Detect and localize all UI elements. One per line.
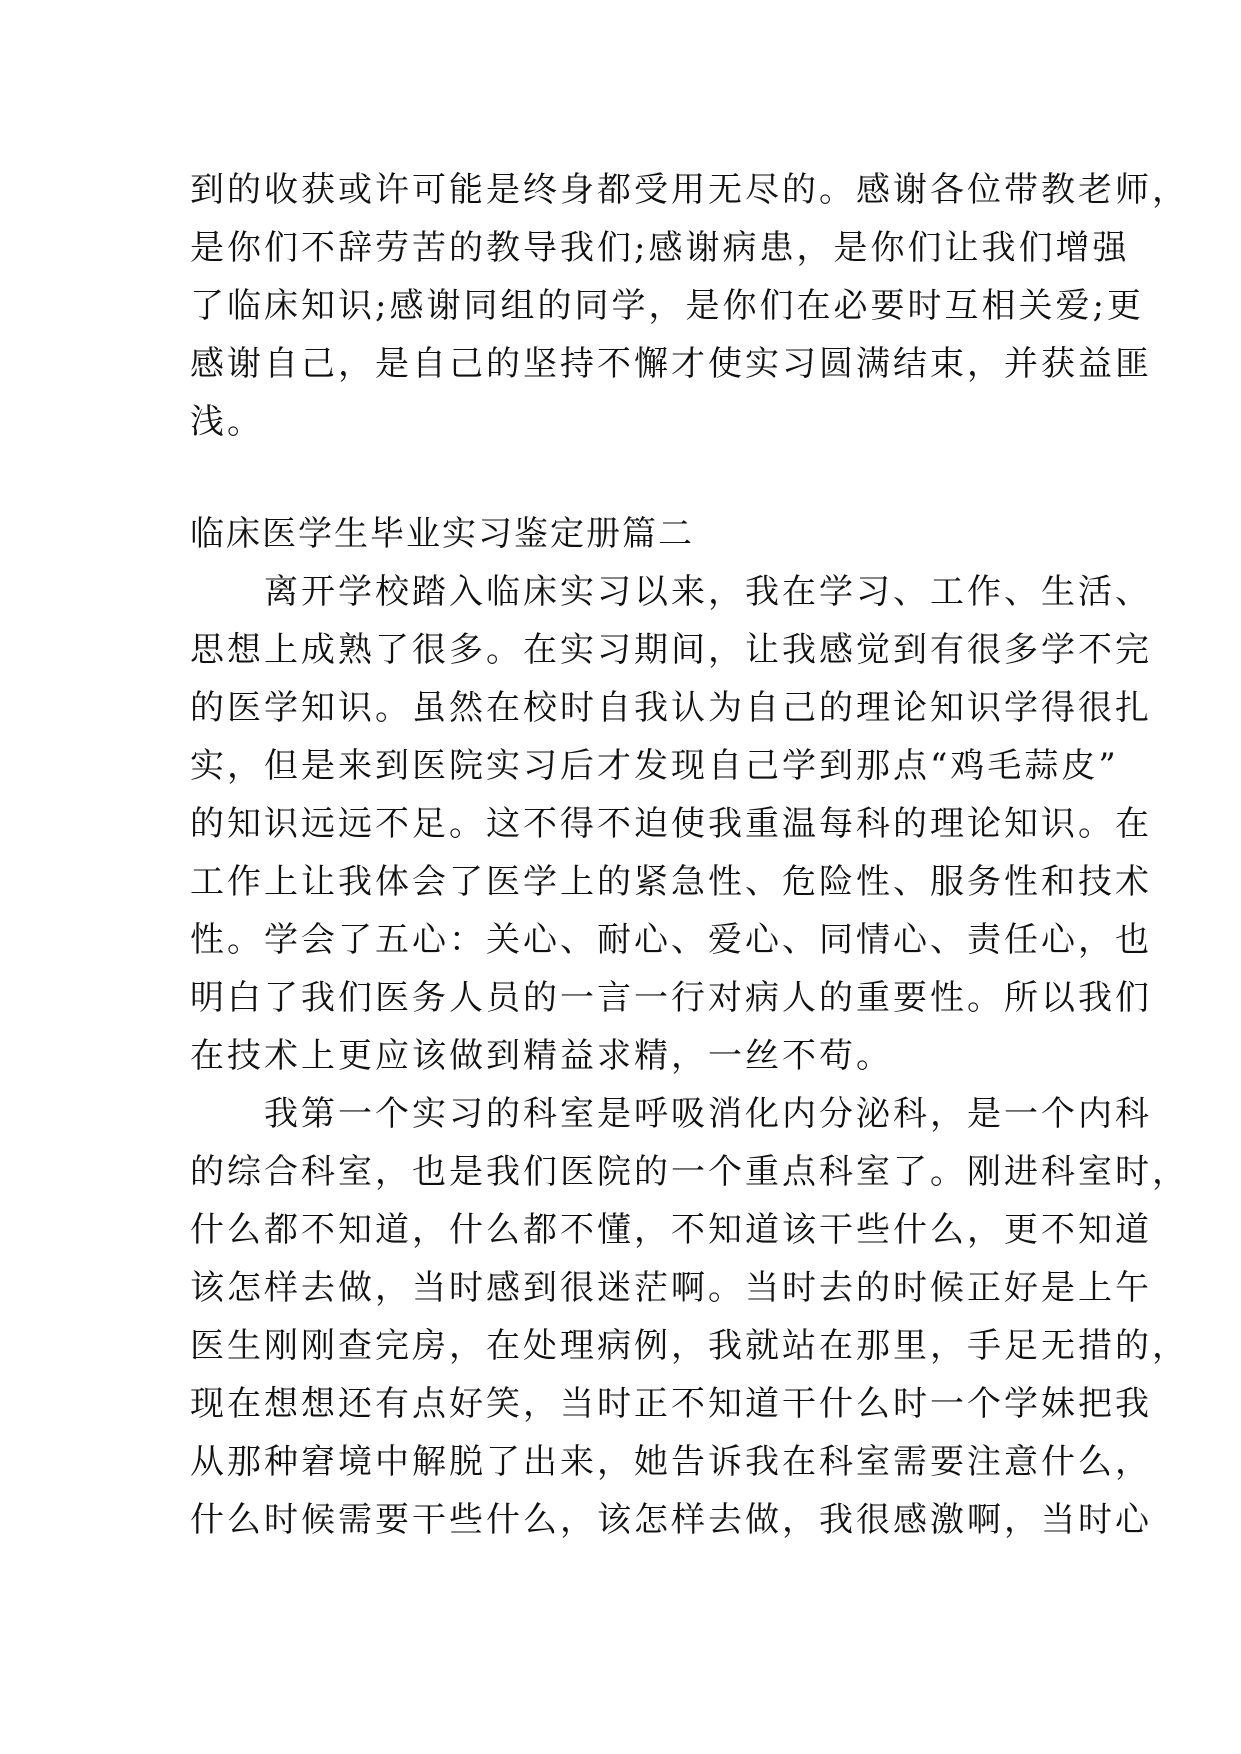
paragraph1-line-5: 的知识远远不足。这不得不迫使我重温每科的理论知识。在	[190, 804, 1152, 844]
paragraph1-line-9: 在技术上更应该做到精益求精，一丝不苟。	[190, 1036, 893, 1076]
paragraph2-line-8: 什么时候需要干些什么，该怎样去做，我很感激啊，当时心	[190, 1500, 1152, 1540]
intro-line-1: 到的收获或许可能是终身都受用无尽的。感谢各位带教老师，	[190, 170, 1189, 210]
paragraph1-line-1: 离开学校踏入临床实习以来，我在学习、工作、生活、	[190, 572, 1152, 612]
paragraph2-line-7: 从那种窘境中解脱了出来，她告诉我在科室需要注意什么，	[190, 1442, 1152, 1482]
paragraph1-line-6: 工作上让我体会了医学上的紧急性、危险性、服务性和技术	[190, 862, 1152, 902]
paragraph2-line-2: 的综合科室，也是我们医院的一个重点科室了。刚进科室时，	[190, 1152, 1189, 1192]
paragraph1-line-4: 实，但是来到医院实习后才发现自己学到那点“鸡毛蒜皮”	[190, 746, 1119, 786]
section-title: 临床医学生毕业实习鉴定册篇二	[190, 514, 694, 554]
intro-line-4: 感谢自己，是自己的坚持不懈才使实习圆满结束，并获益匪	[190, 344, 1152, 384]
paragraph2-line-3: 什么都不知道，什么都不懂，不知道该干些什么，更不知道	[190, 1210, 1152, 1250]
intro-line-3: 了临床知识;感谢同组的同学，是你们在必要时互相关爱;更	[190, 286, 1144, 326]
intro-line-5: 浅。	[190, 402, 264, 442]
paragraph2-line-1: 我第一个实习的科室是呼吸消化内分泌科，是一个内科	[190, 1094, 1152, 1134]
paragraph2-line-4: 该怎样去做，当时感到很迷茫啊。当时去的时候正好是上午	[190, 1268, 1152, 1308]
paragraph1-line-2: 思想上成熟了很多。在实习期间，让我感觉到有很多学不完	[190, 630, 1152, 670]
paragraph1-line-7: 性。学会了五心：关心、耐心、爱心、同情心、责任心，也	[190, 920, 1152, 960]
paragraph1-line-3: 的医学知识。虽然在校时自我认为自己的理论知识学得很扎	[190, 688, 1152, 728]
paragraph1-line-8: 明白了我们医务人员的一言一行对病人的重要性。所以我们	[190, 978, 1152, 1018]
intro-line-2: 是你们不辞劳苦的教导我们;感谢病患，是你们让我们增强	[190, 228, 1130, 268]
paragraph2-line-6: 现在想想还有点好笑，当时正不知道干什么时一个学妹把我	[190, 1384, 1152, 1424]
paragraph2-line-5: 医生刚刚查完房，在处理病例，我就站在那里，手足无措的，	[190, 1326, 1189, 1366]
